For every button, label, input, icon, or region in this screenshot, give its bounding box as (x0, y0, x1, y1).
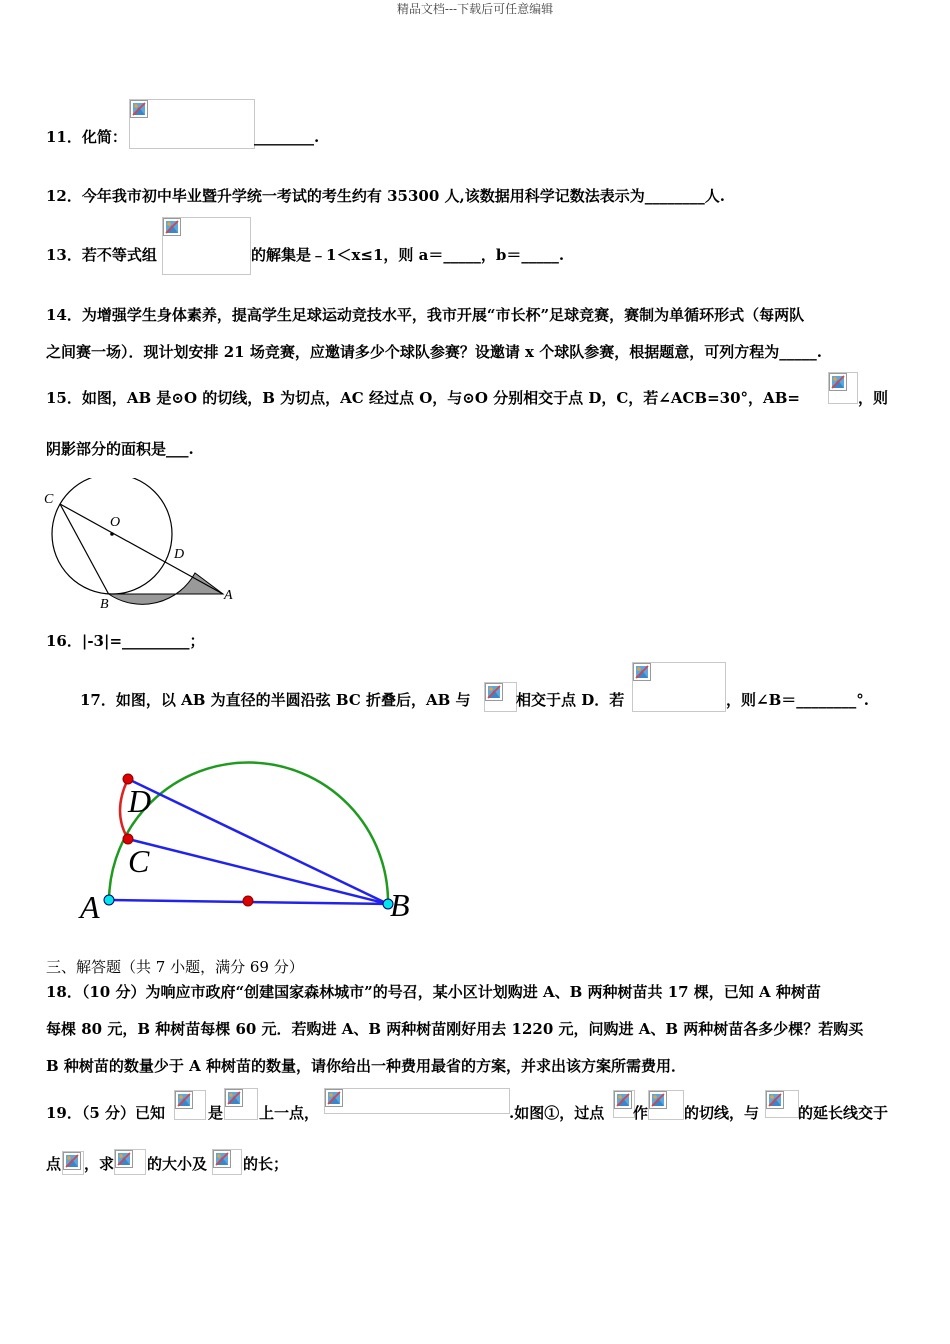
q16-text: 16．|-3|=_________； (46, 632, 205, 650)
q19-text-11: 的长； (243, 1155, 289, 1173)
q19-image-6 (765, 1090, 799, 1118)
q19-text-10: 的大小及 (147, 1155, 208, 1173)
label-o: O (110, 515, 121, 530)
q19-text-4: .如图①，过点 (509, 1104, 605, 1122)
q19-image-5 (648, 1090, 684, 1120)
broken-image-icon (485, 683, 503, 701)
point-center (243, 896, 253, 906)
q19-text-9: ，求 (84, 1155, 115, 1173)
broken-image-icon (225, 1089, 243, 1107)
label-c: C (44, 492, 54, 507)
q19-image-2 (224, 1088, 258, 1120)
q19-text-1: 19．（5 分）已知 (46, 1104, 166, 1122)
q18-line1: 18．（10 分）为响应市政府“创建国家森林城市”的号召，某小区计划购进 A、B 两种树苗共 17 棵，已知 A 种树苗 (46, 983, 821, 1001)
broken-image-icon (130, 100, 148, 118)
broken-image-icon (633, 663, 651, 681)
q19-text-8: 点 (46, 1155, 62, 1173)
label-b: B (390, 887, 410, 923)
q14-line2: 之间赛一场）．现计划安排 21 场竞赛，应邀请多少个球队参赛？设邀请 x 个球队参赛，根据题意，可列方程为_____. (46, 343, 822, 361)
q17-text-mid: 相交于点 D．若 (516, 691, 625, 709)
broken-image-icon (614, 1091, 632, 1109)
q19-text-3: 上一点， (259, 1104, 320, 1122)
q11-text: 11．化简： (46, 128, 127, 146)
q19-text-6: 的切线，与 (684, 1104, 760, 1122)
q15-figure (38, 478, 248, 618)
q17-condition-image (632, 662, 726, 712)
q12-text: 12．今年我市初中毕业暨升学统一考试的考生约有 35300 人,该数据用科学记数法表示为________人. (46, 187, 725, 205)
folded-arc (120, 779, 128, 839)
label-d: D (128, 783, 152, 819)
q19-image-7 (62, 1151, 84, 1175)
q19-image-3 (324, 1088, 510, 1114)
chord-bc (128, 839, 388, 904)
q18-line3: B 种树苗的数量少于 A 种树苗的数量，请你给出一种费用最省的方案，并求出该方案所需费用． (46, 1057, 686, 1075)
shaded-region (109, 573, 223, 604)
q19-image-1 (174, 1090, 206, 1120)
q15-line2: 阴影部分的面积是___. (46, 440, 194, 458)
broken-image-icon (63, 1152, 81, 1170)
broken-image-icon (213, 1150, 231, 1168)
q15-ab-value-image (828, 372, 858, 404)
q13-text-post: 的解集是﹣1＜x≤1，则 a＝_____，b＝_____. (251, 246, 565, 264)
label-a: A (224, 588, 233, 603)
circle-o (52, 478, 172, 594)
q19-image-8 (114, 1149, 146, 1175)
label-c: C (128, 843, 150, 879)
q17-text-post: ，则∠B＝________°. (726, 691, 869, 709)
section-title: 三、解答题（共 7 小题，满分 69 分） (46, 958, 304, 976)
label-d: D (174, 547, 185, 562)
q13-inequality-image (162, 217, 251, 275)
center-o-dot (110, 532, 114, 536)
q15-line1-tail: ，则 (858, 389, 889, 407)
q13-text-pre: 13．若不等式组 (46, 246, 157, 264)
q19-text-7: 的延长线交于 (798, 1104, 889, 1122)
label-b: B (100, 597, 109, 612)
q15-line1: 15．如图，AB 是⊙O 的切线，B 为切点，AC 经过点 O，与⊙O 分别相交于点 D，C，若∠ACB=30°，AB= (46, 389, 800, 407)
point-a (104, 895, 114, 905)
q17-figure (70, 750, 430, 930)
q19-image-4 (613, 1090, 635, 1118)
broken-image-icon (115, 1150, 133, 1168)
broken-image-icon (649, 1091, 667, 1109)
line-bd (128, 779, 388, 904)
q19-image-9 (212, 1149, 242, 1175)
q11-formula-image (129, 99, 255, 149)
broken-image-icon (175, 1091, 193, 1109)
q17-arc-image (484, 682, 517, 712)
q11-answer-blank: ________. (254, 128, 320, 146)
q18-line2: 每棵 80 元，B 种树苗每棵 60 元．若购进 A、B 两种树苗刚好用去 1220 元，问购进 A、B 两种树苗各多少棵？若购买 (46, 1020, 864, 1038)
broken-image-icon (325, 1089, 343, 1107)
label-a: A (80, 889, 100, 925)
q14-line1: 14．为增强学生身体素养，提高学生足球运动竞技水平，我市开展“市长杯”足球竞赛，赛制为单循环形式（每两队 (46, 306, 805, 324)
q19-text-5: 作 (633, 1104, 649, 1122)
page-header: 精品文档---下载后可任意编辑 (396, 2, 554, 16)
broken-image-icon (766, 1091, 784, 1109)
broken-image-icon (163, 218, 181, 236)
q19-text-2: 是 (208, 1104, 224, 1122)
broken-image-icon (829, 373, 847, 391)
q17-text-pre: 17．如图，以 AB 为直径的半圆沿弦 BC 折叠后，AB 与 (80, 691, 471, 709)
